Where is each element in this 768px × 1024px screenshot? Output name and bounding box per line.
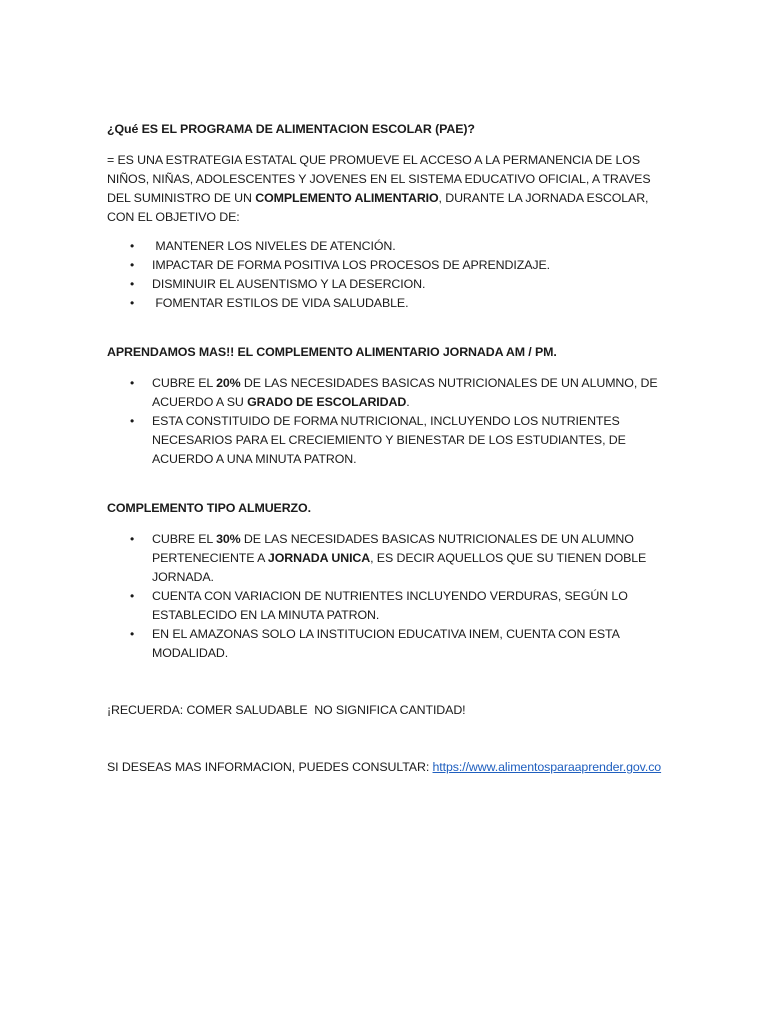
list-item-text-a: CUBRE EL xyxy=(152,532,217,546)
list-item-text: IMPACTAR DE FORMA POSITIVA LOS PROCESOS DE APRENDIZAJE. xyxy=(152,258,550,272)
list-item-bold: 30% xyxy=(216,532,241,546)
list-item-text: DISMINUIR EL AUSENTISMO Y LA DESERCION. xyxy=(152,277,426,291)
list-item xyxy=(107,256,667,275)
list-item xyxy=(107,587,667,625)
list-item-text-b: DE LAS NECESIDADES BASICAS NUTRICIONALES DE UN ALUMNO, DE ACUERDO A SU xyxy=(152,376,658,409)
bullet-icon: • xyxy=(130,532,135,546)
list-item xyxy=(107,294,667,313)
list-item-text: ESTA CONSTITUIDO DE FORMA NUTRICIONAL, INCLUYENDO LOS NUTRIENTES NECESARIOS PARA EL CRECIEMIENTO Y BIENESTAR DE LOS ESTUDIANTES, DE ACUERDO A UNA MINUTA PATRON. xyxy=(152,414,626,466)
list-item-text: EN EL AMAZONAS SOLO LA INSTITUCION EDUCATIVA INEM, CUENTA CON ESTA MODALIDAD. xyxy=(152,627,620,660)
list-item-text-c: , ES DECIR AQUELLOS QUE SU TIENEN DOBLE JORNADA. xyxy=(152,551,647,584)
reminder-text: ¡RECUERDA: COMER SALUDABLE NO SIGNIFICA CANTIDAD! xyxy=(107,703,466,717)
pae-objectives-list xyxy=(107,237,667,313)
website-link[interactable]: https://www.alimentosparaaprender.gov.co xyxy=(432,760,662,774)
list-item xyxy=(107,237,667,256)
list-item xyxy=(107,374,667,412)
list-item-bold: JORNADA UNICA xyxy=(267,551,371,565)
list-item-text: MANTENER LOS NIVELES DE ATENCIÓN. xyxy=(152,239,396,253)
list-item-text: CUENTA CON VARIACION DE NUTRIENTES INCLUYENDO VERDURAS, SEGÚN LO ESTABLECIDO EN LA MINUTA PATRON. xyxy=(152,589,628,622)
list-item-bold: GRADO DE ESCOLARIDAD xyxy=(247,395,407,409)
list-item-text-c: . xyxy=(406,395,410,409)
bullet-icon: • xyxy=(130,277,135,291)
section-title-lunch: COMPLEMENTO TIPO ALMUERZO. xyxy=(107,501,311,515)
list-item xyxy=(107,625,667,663)
more-info-text: SI DESEAS MAS INFORMACION, PUEDES CONSULTAR: xyxy=(107,760,433,774)
list-item-bold: 20% xyxy=(216,376,241,390)
bullet-icon: • xyxy=(130,258,135,272)
list-item xyxy=(107,530,667,587)
section-title-pae: ¿Qué ES EL PROGRAMA DE ALIMENTACION ESCOLAR (PAE)? xyxy=(107,122,475,136)
document-page xyxy=(107,120,667,777)
bullet-icon: • xyxy=(130,376,135,390)
bullet-icon: • xyxy=(130,414,135,428)
bullet-icon: • xyxy=(130,589,135,603)
bullet-icon: • xyxy=(130,296,135,310)
bullet-icon: • xyxy=(130,239,135,253)
pae-definition-text-b: , DURANTE LA JORNADA ESCOLAR, CON EL OBJETIVO DE: xyxy=(107,191,649,224)
complement-am-pm-list xyxy=(107,374,667,469)
section-title-learn-more: APRENDAMOS MAS!! EL COMPLEMENTO ALIMENTARIO JORNADA AM / PM. xyxy=(107,345,557,359)
list-item-text-b: DE LAS NECESIDADES BASICAS NUTRICIONALES DE UN ALUMNO PERTENECIENTE A xyxy=(152,532,634,565)
list-item xyxy=(107,275,667,294)
list-item-text-a: CUBRE EL xyxy=(152,376,217,390)
more-info xyxy=(107,758,667,777)
list-item xyxy=(107,412,667,469)
lunch-complement-list xyxy=(107,530,667,663)
pae-definition xyxy=(107,151,667,227)
list-item-text: FOMENTAR ESTILOS DE VIDA SALUDABLE. xyxy=(152,296,409,310)
bullet-icon: • xyxy=(130,627,135,641)
pae-definition-text-a: = ES UNA ESTRATEGIA ESTATAL QUE PROMUEVE EL ACCESO A LA PERMANENCIA DE LOS NIÑOS, NIÑAS, ADOLESCENTES Y JOVENES EN EL SISTEMA EDUCATIVO OFICIAL, A TRAVES DEL SUMINISTRO DE UN xyxy=(107,153,651,205)
pae-definition-bold: COMPLEMENTO ALIMENTARIO xyxy=(255,191,439,205)
